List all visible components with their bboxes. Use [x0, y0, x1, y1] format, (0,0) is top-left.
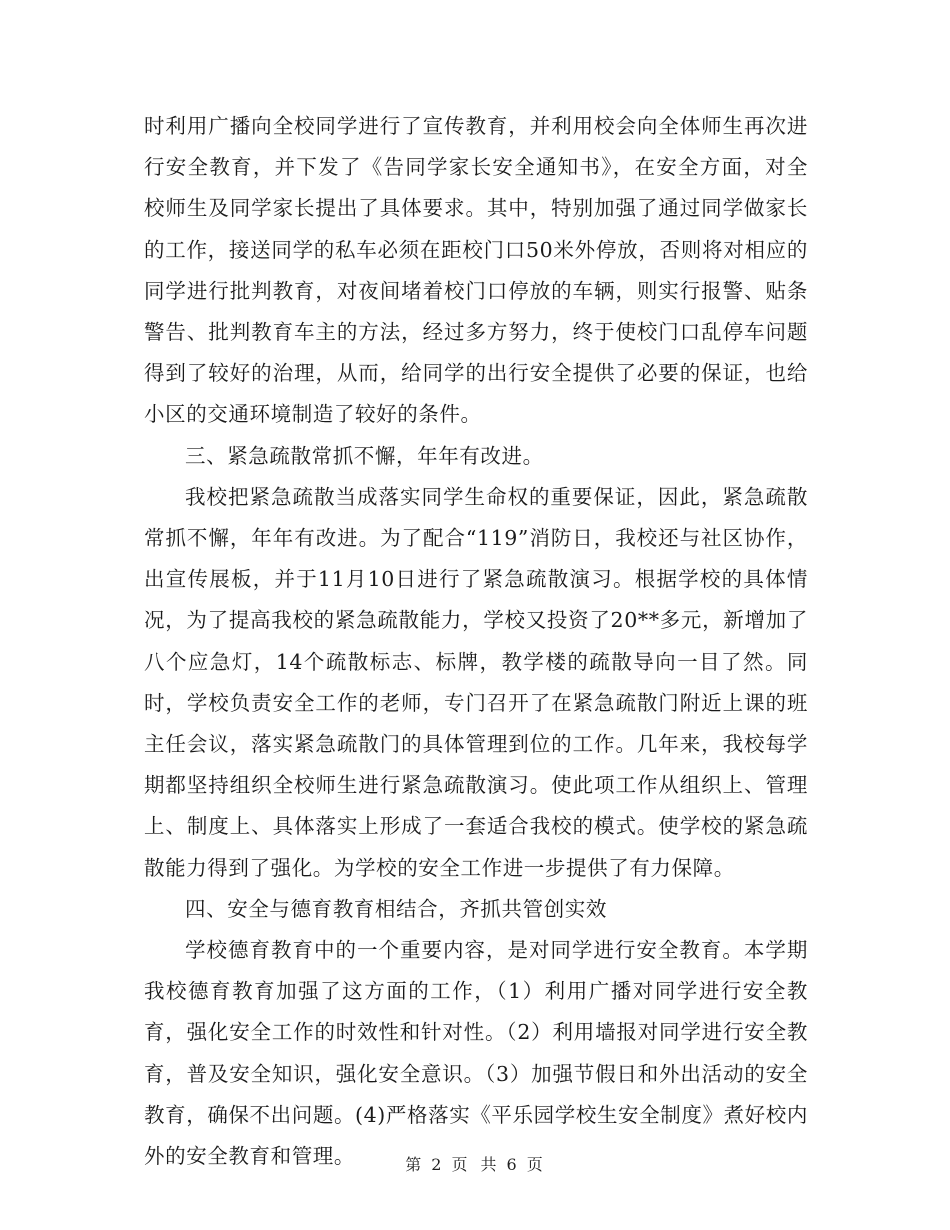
document-body	[144, 106, 808, 1177]
paragraph-section-4: 学校德育教育中的一个重要内容，是对同学进行安全教育。本学期我校德育教育加强了这方面的工作，（1）利用广播对同学进行安全教育，强化安全工作的时效性和针对性。（2）利用墙报对同学进行安全教育，普及安全知识，强化安全意识。（3）加强节假日和外出活动的安全教育，确保不出问题。(4)严格落实《平乐园学校生安全制度》煮好校内外的安全教育和管理。	[144, 938, 808, 1169]
section-heading-4: 四、安全与德育教育相结合，齐抓共管创实效	[185, 896, 607, 921]
section-heading-3: 三、紧急疏散常抓不懈，年年有改进。	[185, 443, 544, 468]
footer-suffix: 页	[526, 1155, 545, 1174]
paragraph-section-3: 我校把紧急疏散当成落实同学生命权的重要保证，因此，紧急疏散常抓不懈，年年有改进。为了配合“119”消防日，我校还与社区协作，出宣传展板，并于11月10日进行了紧急疏散演习。根据学校的具体情况，为了提高我校的紧急疏散能力，学校又投资了20**多元，新增加了八个应急灯，14个疏散标志、标牌，教学楼的疏散导向一目了然。同时，学校负责安全工作的老师，专门召开了在紧急疏散门附近上课的班主任会议，落实紧急疏散门的具体管理到位的工作。几年来，我校每学期都坚持组织全校师生进行紧急疏散演习。使此项工作从组织上、管理上、制度上、具体落实上形成了一套适合我校的模式。使学校的紧急疏散能力得到了强化。为学校的安全工作进一步提供了有力保障。	[144, 484, 808, 880]
paragraph-continuation: 时利用广播向全校同学进行了宣传教育，并利用校会向全体师生再次进行安全教育，并下发了《告同学家长安全通知书》，在安全方面，对全校师生及同学家长提出了具体要求。其中，特别加强了通过同学做家长的工作，接送同学的私车必须在距校门口50米外停放，否则将对相应的同学进行批判教育，对夜间堵着校门口停放的车辆，则实行报警、贴条警告、批判教育车主的方法，经过多方努力，终于使校门口乱停车问题得到了较好的治理，从而，给同学的出行安全提供了必要的保证，也给小区的交通环境制造了较好的条件。	[144, 114, 808, 427]
footer-prefix: 第	[405, 1155, 424, 1174]
footer-current-page: 2	[431, 1155, 444, 1174]
page-footer	[0, 1152, 950, 1175]
footer-middle: 页 共	[451, 1155, 499, 1174]
footer-total-pages: 6	[506, 1155, 519, 1174]
